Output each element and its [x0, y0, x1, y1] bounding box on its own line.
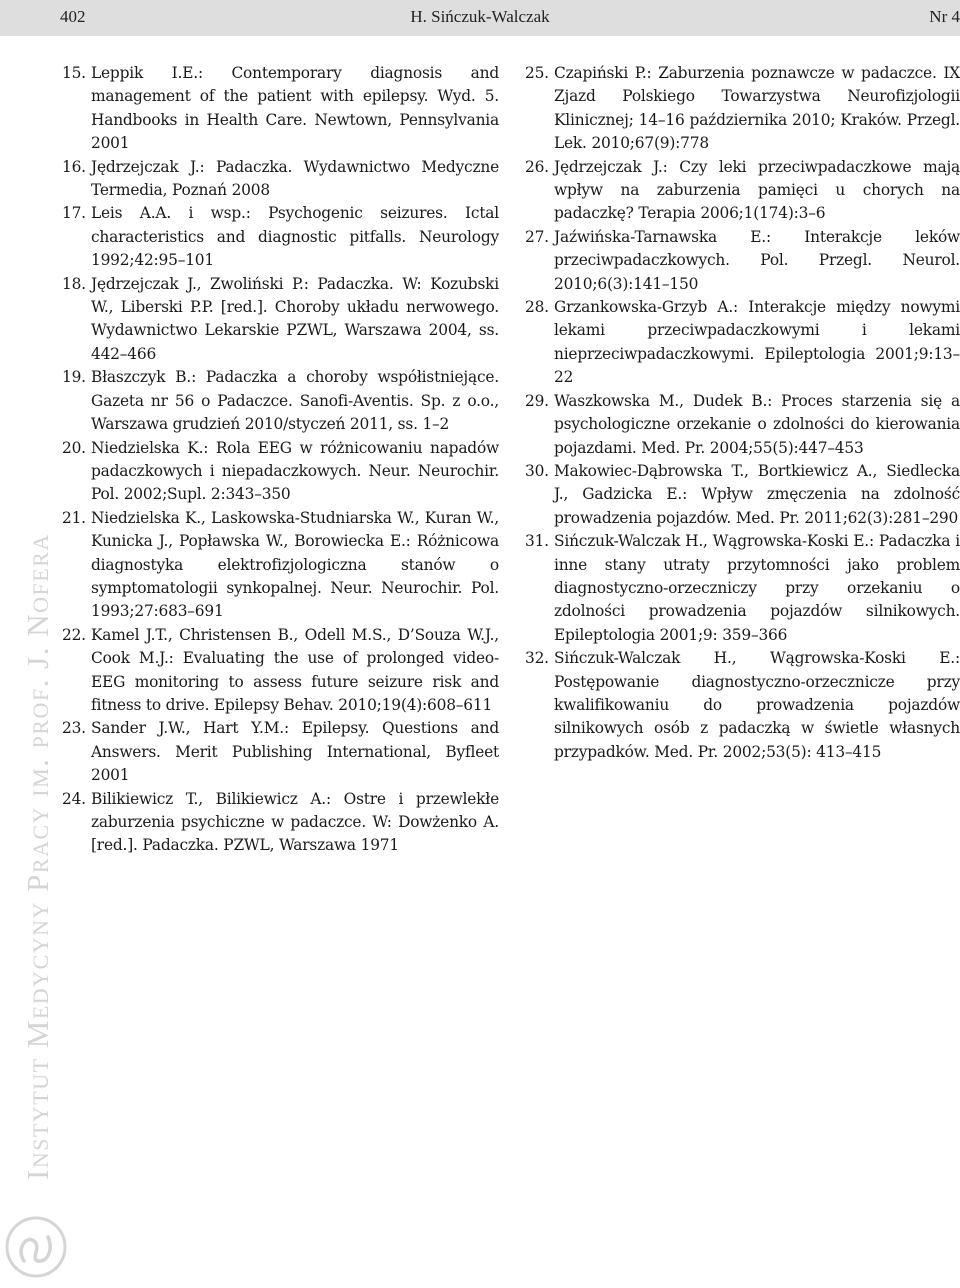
reference-number: 24.	[62, 789, 86, 808]
reference-item	[525, 390, 960, 460]
reference-item	[62, 202, 499, 272]
reference-number: 27.	[525, 227, 549, 246]
reference-number: 31.	[525, 532, 549, 551]
reference-item	[525, 156, 960, 226]
reference-text: Jaźwińska-Tarnawska E.: Interakcje leków przeciwpadaczkowych. Pol. Przegl. Neurol. 2010;6(3):141–150	[554, 227, 960, 293]
reference-number: 26.	[525, 157, 549, 176]
reference-text: Jędrzejczak J., Zwoliński P.: Padaczka. W: Kozubski W., Liberski P.P. [red.]. Choroby układu nerwowego. Wydawnictwo Lekarskie PZWL, Warszawa 2004, ss. 442–466	[91, 274, 499, 363]
reference-text: Sińczuk-Walczak H., Wągrowska-Koski E.: Padaczka i inne stany utraty przytomności jako problem diagnostyczno-orzeczniczy przy orzekaniu o zdolności prowadzenia pojazdów silnikowych. Epileptologia 2001;9: 359–366	[554, 532, 960, 644]
reference-item	[62, 507, 499, 624]
reference-item	[525, 226, 960, 296]
reference-text: Sińczuk-Walczak H., Wągrowska-Koski E.: Postępowanie diagnostyczno-orzecznicze przy kwalifikowaniu do prowadzenia pojazdów silnikowych osób z padaczką w świetle własnych przypadków. Med. Pr. 2002;53(5): 413–415	[554, 649, 960, 761]
reference-number: 16.	[62, 157, 86, 176]
reference-text: Błaszczyk B.: Padaczka a choroby współistniejące. Gazeta nr 56 o Padaczce. Sanofi-Aventis. Sp. z o.o., Warszawa grudzień 2010/styczeń 2011, ss. 1–2	[91, 368, 499, 434]
reference-item	[62, 788, 499, 858]
page-header	[0, 0, 960, 36]
reference-item	[62, 156, 499, 203]
reference-item	[62, 62, 499, 156]
reference-number: 19.	[62, 368, 86, 387]
reference-number: 18.	[62, 274, 86, 293]
reference-text: Grzankowska-Grzyb A.: Interakcje między nowymi lekami przeciwpadaczkowymi i lekami nieprzeciwpadaczkowymi. Epileptologia 2001;9:13–22	[554, 298, 960, 387]
reference-number: 15.	[62, 64, 86, 82]
reference-item	[62, 624, 499, 718]
running-head-author: H. Sińczuk-Walczak	[410, 7, 550, 26]
institute-watermark: Instytut Medycyny Pracy im. prof. J. Nofera	[20, 533, 55, 1180]
reference-item	[525, 460, 960, 530]
issue-number: Nr 4	[929, 7, 960, 26]
reference-text: Leis A.A. i wsp.: Psychogenic seizures. Ictal characteristics and diagnostic pitfalls. Neurology 1992;42:95–101	[91, 204, 499, 270]
reference-number: 28.	[525, 298, 549, 317]
reference-item	[62, 437, 499, 507]
reference-item	[525, 296, 960, 390]
reference-number: 25.	[525, 64, 549, 82]
reference-text: Sander J.W., Hart Y.M.: Epilepsy. Questions and Answers. Merit Publishing International, Byfleet 2001	[91, 719, 499, 785]
reference-text: Niedzielska K., Laskowska-Studniarska W., Kuran W., Kunicka J., Popławska W., Borowiecka E.: Różnicowa diagnostyka elektrofizjologiczna stanów o symptomatologii synkopalnej. Neur. Neurochir. Pol. 1993;27:683–691	[91, 508, 499, 621]
reference-text: Bilikiewicz T., Bilikiewicz A.: Ostre i przewlekłe zaburzenia psychiczne w padaczce. W: Dowżenko A. [red.]. Padaczka. PZWL, Warszawa 1971	[91, 789, 499, 855]
reference-item	[525, 530, 960, 647]
page-number: 402	[60, 7, 86, 26]
reference-text: Niedzielska K.: Rola EEG w różnicowaniu napadów padaczkowych i niepadaczkowych. Neur. Neurochir. Pol. 2002;Supl. 2:343–350	[91, 438, 499, 504]
reference-item	[62, 273, 499, 367]
reference-number: 29.	[525, 391, 549, 410]
reference-text: Czapiński P.: Zaburzenia poznawcze w padaczce. IX Zjazd Polskiego Towarzystwa Neurofizjologii Klinicznej; 14–16 października 2010; Kraków. Przegl. Lek. 2010;67(9):778	[554, 64, 960, 153]
references-right-column	[525, 62, 960, 764]
reference-item	[525, 62, 960, 156]
reference-text: Waszkowska M., Dudek B.: Proces starzenia się a psychologiczne orzekanie o zdolności do kierowania pojazdami. Med. Pr. 2004;55(5):447–453	[554, 391, 960, 457]
reference-text: Makowiec-Dąbrowska T., Bortkiewicz A., Siedlecka J., Gadzicka E.: Wpływ zmęczenia na zdolność prowadzenia pojazdów. Med. Pr. 2011;62(3):281–290	[554, 461, 960, 527]
reference-text: Jędrzejczak J.: Padaczka. Wydawnictwo Medyczne Termedia, Poznań 2008	[91, 157, 499, 200]
reference-number: 20.	[62, 438, 86, 457]
reference-text: Jędrzejczak J.: Czy leki przeciwpadaczkowe mają wpływ na zaburzenia pamięci u chorych na padaczkę? Terapia 2006;1(174):3–6	[554, 157, 960, 223]
reference-text: Leppik I.E.: Contemporary diagnosis and management of the patient with epilepsy. Wyd. 5. Handbooks in Health Care. Newtown, Pennsylvania 2001	[91, 64, 499, 153]
reference-number: 22.	[62, 625, 86, 644]
reference-item	[62, 366, 499, 436]
reference-text: Kamel J.T., Christensen B., Odell M.S., D’Souza W.J., Cook M.J.: Evaluating the use of prolonged video-EEG monitoring to assess future seizure risk and fitness to drive. Epilepsy Behav. 2010;19(4):608–611	[91, 625, 499, 714]
reference-number: 21.	[62, 508, 86, 527]
reference-item	[62, 717, 499, 787]
institute-logo-icon	[4, 1215, 68, 1279]
reference-number: 32.	[525, 649, 549, 668]
reference-number: 23.	[62, 719, 86, 738]
reference-number: 30.	[525, 461, 549, 480]
reference-number: 17.	[62, 204, 86, 223]
reference-item	[525, 647, 960, 764]
references-left-column	[62, 62, 499, 858]
